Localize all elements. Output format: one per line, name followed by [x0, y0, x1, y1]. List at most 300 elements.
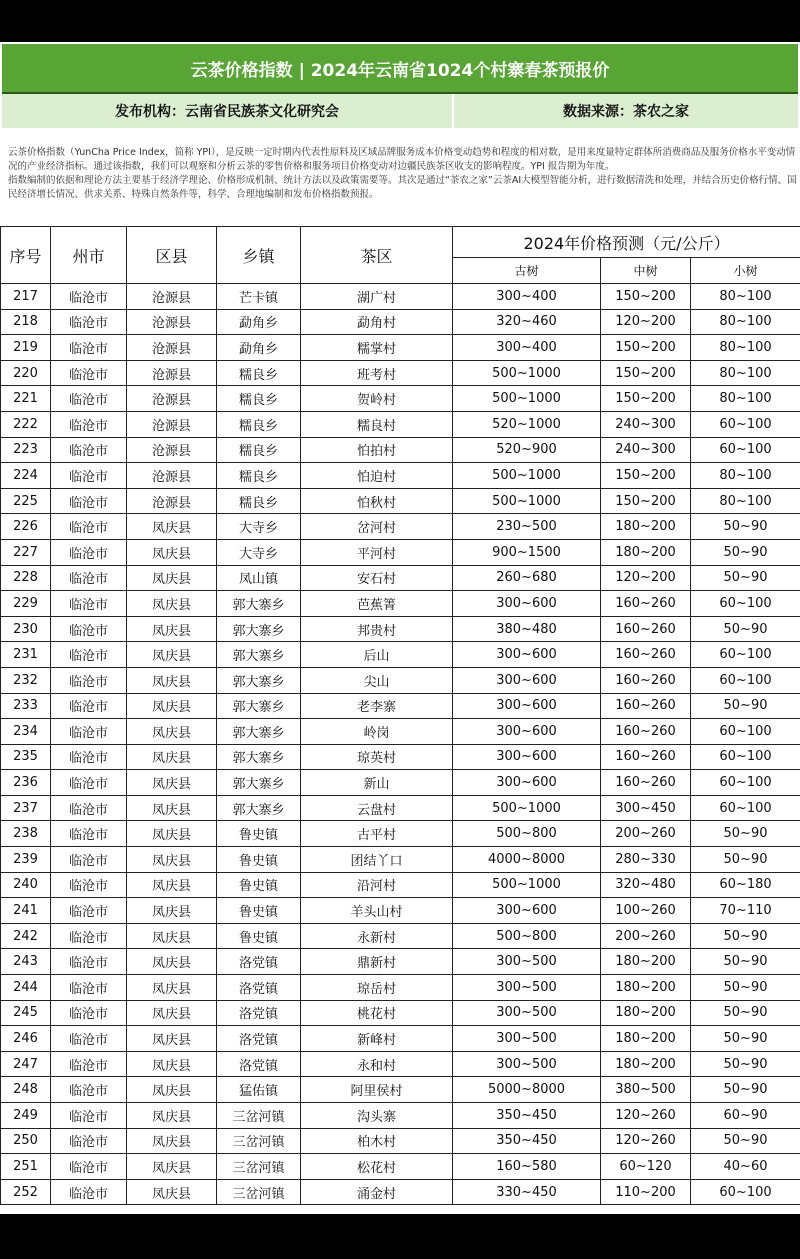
cell-seq: 244 — [1, 975, 51, 1001]
cell-seq: 232 — [1, 667, 51, 693]
cell-ancient-price: 260~680 — [453, 565, 601, 591]
table-row — [1, 1103, 800, 1129]
cell-ancient-price: 320~460 — [453, 309, 601, 335]
cell-township: 郭大寨乡 — [217, 744, 301, 770]
cell-prefecture: 临沧市 — [51, 693, 127, 719]
cell-medium-price: 150~200 — [601, 284, 691, 310]
cell-ancient-price: 500~800 — [453, 821, 601, 847]
cell-tea-area: 怕迫村 — [301, 463, 453, 489]
cell-small-price: 50~90 — [691, 565, 800, 591]
cell-township: 鲁史镇 — [217, 898, 301, 924]
cell-prefecture: 临沧市 — [51, 539, 127, 565]
table-body — [1, 284, 800, 1205]
cell-small-price: 80~100 — [691, 284, 800, 310]
table-row — [1, 335, 800, 361]
cell-seq: 238 — [1, 821, 51, 847]
cell-small-price: 80~100 — [691, 488, 800, 514]
cell-ancient-price: 300~600 — [453, 591, 601, 617]
cell-prefecture: 临沧市 — [51, 591, 127, 617]
cell-seq: 242 — [1, 923, 51, 949]
cell-small-price: 80~100 — [691, 386, 800, 412]
cell-tea-area: 芭蕉箐 — [301, 591, 453, 617]
cell-tea-area: 后山 — [301, 642, 453, 668]
cell-medium-price: 160~260 — [601, 591, 691, 617]
cell-small-price: 50~90 — [691, 1077, 800, 1103]
cell-seq: 220 — [1, 360, 51, 386]
cell-tea-area: 安石村 — [301, 565, 453, 591]
cell-seq: 219 — [1, 335, 51, 361]
table-row — [1, 642, 800, 668]
cell-seq: 246 — [1, 1026, 51, 1052]
cell-tea-area: 永新村 — [301, 923, 453, 949]
cell-tea-area: 团结丫口 — [301, 847, 453, 873]
table-row — [1, 898, 800, 924]
cell-medium-price: 120~200 — [601, 309, 691, 335]
cell-ancient-price: 380~480 — [453, 616, 601, 642]
cell-tea-area: 松花村 — [301, 1154, 453, 1180]
cell-county: 凤庆县 — [127, 514, 217, 540]
cell-prefecture: 临沧市 — [51, 411, 127, 437]
cell-ancient-price: 160~580 — [453, 1154, 601, 1180]
cell-small-price: 50~90 — [691, 514, 800, 540]
cell-medium-price: 150~200 — [601, 335, 691, 361]
cell-ancient-price: 520~900 — [453, 437, 601, 463]
cell-tea-area: 湖广村 — [301, 284, 453, 310]
cell-prefecture: 临沧市 — [51, 821, 127, 847]
header-township: 乡镇 — [217, 227, 301, 284]
cell-county: 凤庆县 — [127, 923, 217, 949]
page-title: 云茶价格指数 | 2024年云南省1024个村寨春茶预报价 — [2, 44, 798, 94]
cell-small-price: 50~90 — [691, 1026, 800, 1052]
cell-ancient-price: 500~1000 — [453, 386, 601, 412]
cell-prefecture: 临沧市 — [51, 872, 127, 898]
cell-tea-area: 糯良村 — [301, 411, 453, 437]
cell-small-price: 50~90 — [691, 1051, 800, 1077]
cell-ancient-price: 500~1000 — [453, 872, 601, 898]
cell-small-price: 50~90 — [691, 949, 800, 975]
cell-township: 洛党镇 — [217, 1026, 301, 1052]
cell-medium-price: 240~300 — [601, 411, 691, 437]
cell-ancient-price: 500~1000 — [453, 488, 601, 514]
cell-county: 凤庆县 — [127, 1000, 217, 1026]
cell-tea-area: 新山 — [301, 770, 453, 796]
cell-small-price: 60~180 — [691, 872, 800, 898]
cell-seq: 245 — [1, 1000, 51, 1026]
cell-prefecture: 临沧市 — [51, 488, 127, 514]
header-small-tree: 小树 — [691, 258, 800, 284]
cell-medium-price: 160~260 — [601, 667, 691, 693]
cell-ancient-price: 330~450 — [453, 1179, 601, 1205]
cell-township: 糯良乡 — [217, 463, 301, 489]
cell-county: 沧源县 — [127, 411, 217, 437]
cell-county: 凤庆县 — [127, 539, 217, 565]
cell-small-price: 50~90 — [691, 693, 800, 719]
cell-county: 凤庆县 — [127, 1103, 217, 1129]
cell-prefecture: 临沧市 — [51, 667, 127, 693]
cell-seq: 226 — [1, 514, 51, 540]
cell-small-price: 60~100 — [691, 411, 800, 437]
header-county: 区县 — [127, 227, 217, 284]
cell-prefecture: 临沧市 — [51, 565, 127, 591]
cell-county: 凤庆县 — [127, 744, 217, 770]
cell-seq: 240 — [1, 872, 51, 898]
cell-ancient-price: 500~1000 — [453, 463, 601, 489]
data-source-label: 数据来源：茶农之家 — [563, 104, 689, 120]
cell-small-price: 50~90 — [691, 1128, 800, 1154]
cell-seq: 233 — [1, 693, 51, 719]
cell-county: 凤庆县 — [127, 1128, 217, 1154]
cell-seq: 222 — [1, 411, 51, 437]
cell-medium-price: 60~120 — [601, 1154, 691, 1180]
cell-seq: 248 — [1, 1077, 51, 1103]
cell-county: 沧源县 — [127, 463, 217, 489]
cell-county: 凤庆县 — [127, 872, 217, 898]
cell-prefecture: 临沧市 — [51, 463, 127, 489]
table-row — [1, 539, 800, 565]
cell-township: 郭大寨乡 — [217, 591, 301, 617]
table-row — [1, 770, 800, 796]
cell-county: 凤庆县 — [127, 693, 217, 719]
cell-seq: 228 — [1, 565, 51, 591]
cell-tea-area: 柏木村 — [301, 1128, 453, 1154]
cell-county: 沧源县 — [127, 488, 217, 514]
publisher-label: 发布机构：云南省民族茶文化研究会 — [2, 94, 454, 128]
cell-medium-price: 180~200 — [601, 514, 691, 540]
cell-small-price: 60~100 — [691, 667, 800, 693]
cell-small-price: 80~100 — [691, 309, 800, 335]
header-tea-area: 茶区 — [301, 227, 453, 284]
cell-county: 凤庆县 — [127, 616, 217, 642]
cell-seq: 236 — [1, 770, 51, 796]
cell-medium-price: 300~450 — [601, 795, 691, 821]
cell-prefecture: 临沧市 — [51, 1026, 127, 1052]
cell-seq: 252 — [1, 1179, 51, 1205]
cell-seq: 234 — [1, 719, 51, 745]
table-row — [1, 719, 800, 745]
cell-prefecture: 临沧市 — [51, 309, 127, 335]
cell-county: 凤庆县 — [127, 565, 217, 591]
table-row — [1, 1154, 800, 1180]
description-paragraph: 指数编制的依据和理论方法主要基于经济学理论、价格形成机制、统计方法以及政策需要等。其次是通过“茶农之家”云茶AI大模型智能分析，进行数据清洗和处理，并结合历史价格行情、国民经济增长情况、供求关系、特殊自然条件等，科学、合理地编制和发布价格指数预报。 — [8, 175, 797, 200]
cell-seq: 217 — [1, 284, 51, 310]
cell-township: 郭大寨乡 — [217, 770, 301, 796]
cell-ancient-price: 500~800 — [453, 923, 601, 949]
cell-township: 鲁史镇 — [217, 923, 301, 949]
cell-prefecture: 临沧市 — [51, 386, 127, 412]
cell-medium-price: 180~200 — [601, 1000, 691, 1026]
cell-small-price: 40~60 — [691, 1154, 800, 1180]
cell-tea-area: 古平村 — [301, 821, 453, 847]
cell-county: 凤庆县 — [127, 1026, 217, 1052]
cell-medium-price: 150~200 — [601, 386, 691, 412]
cell-township: 大寺乡 — [217, 539, 301, 565]
cell-small-price: 60~100 — [691, 795, 800, 821]
cell-county: 凤庆县 — [127, 821, 217, 847]
cell-ancient-price: 300~400 — [453, 335, 601, 361]
cell-ancient-price: 300~500 — [453, 1026, 601, 1052]
cell-township: 郭大寨乡 — [217, 719, 301, 745]
cell-tea-area: 岭岗 — [301, 719, 453, 745]
table-row — [1, 1179, 800, 1205]
cell-seq: 229 — [1, 591, 51, 617]
cell-seq: 224 — [1, 463, 51, 489]
cell-prefecture: 临沧市 — [51, 360, 127, 386]
cell-prefecture: 临沧市 — [51, 437, 127, 463]
cell-township: 郭大寨乡 — [217, 616, 301, 642]
cell-tea-area: 平河村 — [301, 539, 453, 565]
cell-medium-price: 160~260 — [601, 719, 691, 745]
cell-small-price: 60~100 — [691, 1179, 800, 1205]
cell-tea-area: 鼎新村 — [301, 949, 453, 975]
cell-seq: 221 — [1, 386, 51, 412]
cell-seq: 241 — [1, 898, 51, 924]
cell-ancient-price: 5000~8000 — [453, 1077, 601, 1103]
cell-township: 鲁史镇 — [217, 821, 301, 847]
table-row — [1, 923, 800, 949]
cell-tea-area: 羊头山村 — [301, 898, 453, 924]
cell-township: 三岔河镇 — [217, 1154, 301, 1180]
cell-ancient-price: 300~600 — [453, 744, 601, 770]
cell-county: 凤庆县 — [127, 1077, 217, 1103]
cell-county: 沧源县 — [127, 335, 217, 361]
header-prefecture: 州市 — [51, 227, 127, 284]
cell-seq: 250 — [1, 1128, 51, 1154]
cell-ancient-price: 300~600 — [453, 693, 601, 719]
cell-small-price: 60~90 — [691, 1103, 800, 1129]
cell-seq: 231 — [1, 642, 51, 668]
cell-small-price: 60~100 — [691, 591, 800, 617]
cell-seq: 225 — [1, 488, 51, 514]
meta-bar — [2, 94, 798, 128]
cell-tea-area: 班考村 — [301, 360, 453, 386]
cell-prefecture: 临沧市 — [51, 1179, 127, 1205]
cell-township: 三岔河镇 — [217, 1103, 301, 1129]
cell-township: 鲁史镇 — [217, 872, 301, 898]
cell-medium-price: 320~480 — [601, 872, 691, 898]
cell-small-price: 80~100 — [691, 335, 800, 361]
cell-medium-price: 110~200 — [601, 1179, 691, 1205]
cell-tea-area: 永和村 — [301, 1051, 453, 1077]
cell-township: 芒卡镇 — [217, 284, 301, 310]
cell-small-price: 60~100 — [691, 437, 800, 463]
table-row — [1, 744, 800, 770]
cell-ancient-price: 4000~8000 — [453, 847, 601, 873]
cell-medium-price: 100~260 — [601, 898, 691, 924]
cell-prefecture: 临沧市 — [51, 514, 127, 540]
cell-seq: 249 — [1, 1103, 51, 1129]
table-row — [1, 1000, 800, 1026]
cell-medium-price: 200~260 — [601, 923, 691, 949]
cell-county: 凤庆县 — [127, 975, 217, 1001]
cell-tea-area: 涌金村 — [301, 1179, 453, 1205]
cell-county: 凤庆县 — [127, 795, 217, 821]
cell-township: 糯良乡 — [217, 411, 301, 437]
cell-prefecture: 临沧市 — [51, 770, 127, 796]
cell-ancient-price: 300~600 — [453, 642, 601, 668]
cell-small-price: 60~100 — [691, 770, 800, 796]
table-row — [1, 949, 800, 975]
table-row — [1, 437, 800, 463]
cell-seq: 223 — [1, 437, 51, 463]
cell-prefecture: 临沧市 — [51, 616, 127, 642]
cell-county: 凤庆县 — [127, 1179, 217, 1205]
cell-tea-area: 怕拍村 — [301, 437, 453, 463]
cell-township: 勐角乡 — [217, 335, 301, 361]
table-row — [1, 1128, 800, 1154]
cell-ancient-price: 300~500 — [453, 949, 601, 975]
cell-medium-price: 150~200 — [601, 463, 691, 489]
cell-ancient-price: 900~1500 — [453, 539, 601, 565]
cell-county: 凤庆县 — [127, 1051, 217, 1077]
cell-medium-price: 180~200 — [601, 1051, 691, 1077]
cell-township: 郭大寨乡 — [217, 693, 301, 719]
cell-medium-price: 380~500 — [601, 1077, 691, 1103]
table-row — [1, 360, 800, 386]
cell-tea-area: 沟头寨 — [301, 1103, 453, 1129]
cell-township: 凤山镇 — [217, 565, 301, 591]
cell-prefecture: 临沧市 — [51, 847, 127, 873]
table-row — [1, 616, 800, 642]
cell-ancient-price: 520~1000 — [453, 411, 601, 437]
table-row — [1, 309, 800, 335]
price-sheet — [0, 42, 800, 1214]
cell-county: 凤庆县 — [127, 898, 217, 924]
cell-tea-area: 岔河村 — [301, 514, 453, 540]
cell-tea-area: 沿河村 — [301, 872, 453, 898]
cell-township: 猛佑镇 — [217, 1077, 301, 1103]
cell-ancient-price: 300~600 — [453, 667, 601, 693]
cell-county: 凤庆县 — [127, 667, 217, 693]
cell-medium-price: 150~200 — [601, 360, 691, 386]
cell-ancient-price: 350~450 — [453, 1103, 601, 1129]
cell-ancient-price: 300~600 — [453, 719, 601, 745]
cell-seq: 243 — [1, 949, 51, 975]
table-row — [1, 975, 800, 1001]
cell-tea-area: 邦贵村 — [301, 616, 453, 642]
cell-township: 郭大寨乡 — [217, 795, 301, 821]
cell-medium-price: 180~200 — [601, 1026, 691, 1052]
table-row — [1, 565, 800, 591]
header-medium-tree: 中树 — [601, 258, 691, 284]
cell-medium-price: 150~200 — [601, 488, 691, 514]
cell-ancient-price: 300~500 — [453, 975, 601, 1001]
cell-small-price: 50~90 — [691, 847, 800, 873]
cell-county: 凤庆县 — [127, 719, 217, 745]
header-seq: 序号 — [1, 227, 51, 284]
cell-township: 勐角乡 — [217, 309, 301, 335]
cell-medium-price: 160~260 — [601, 616, 691, 642]
cell-small-price: 60~100 — [691, 719, 800, 745]
description — [8, 146, 798, 202]
cell-county: 凤庆县 — [127, 949, 217, 975]
cell-seq: 227 — [1, 539, 51, 565]
cell-township: 大寺乡 — [217, 514, 301, 540]
price-table — [0, 226, 800, 1205]
cell-tea-area: 老李寨 — [301, 693, 453, 719]
cell-medium-price: 120~260 — [601, 1103, 691, 1129]
cell-township: 糯良乡 — [217, 360, 301, 386]
cell-prefecture: 临沧市 — [51, 923, 127, 949]
cell-seq: 247 — [1, 1051, 51, 1077]
cell-county: 凤庆县 — [127, 770, 217, 796]
cell-seq: 251 — [1, 1154, 51, 1180]
cell-tea-area: 云盘村 — [301, 795, 453, 821]
cell-medium-price: 120~200 — [601, 565, 691, 591]
cell-small-price: 50~90 — [691, 539, 800, 565]
cell-township: 洛党镇 — [217, 1051, 301, 1077]
cell-prefecture: 临沧市 — [51, 284, 127, 310]
cell-township: 糯良乡 — [217, 488, 301, 514]
cell-tea-area: 怕秋村 — [301, 488, 453, 514]
cell-county: 沧源县 — [127, 284, 217, 310]
cell-ancient-price: 300~500 — [453, 1000, 601, 1026]
cell-prefecture: 临沧市 — [51, 1051, 127, 1077]
cell-small-price: 70~110 — [691, 898, 800, 924]
cell-county: 凤庆县 — [127, 591, 217, 617]
table-row — [1, 514, 800, 540]
cell-prefecture: 临沧市 — [51, 744, 127, 770]
cell-medium-price: 200~260 — [601, 821, 691, 847]
table-row — [1, 1026, 800, 1052]
cell-small-price: 80~100 — [691, 360, 800, 386]
table-row — [1, 1051, 800, 1077]
cell-tea-area: 阿里侯村 — [301, 1077, 453, 1103]
cell-small-price: 60~100 — [691, 642, 800, 668]
cell-ancient-price: 300~500 — [453, 1051, 601, 1077]
table-row — [1, 693, 800, 719]
cell-small-price: 50~90 — [691, 923, 800, 949]
table-row — [1, 284, 800, 310]
cell-county: 凤庆县 — [127, 1154, 217, 1180]
cell-prefecture: 临沧市 — [51, 975, 127, 1001]
cell-ancient-price: 500~1000 — [453, 795, 601, 821]
cell-township: 糯良乡 — [217, 386, 301, 412]
cell-medium-price: 160~260 — [601, 693, 691, 719]
cell-ancient-price: 500~1000 — [453, 360, 601, 386]
cell-county: 凤庆县 — [127, 642, 217, 668]
cell-ancient-price: 350~450 — [453, 1128, 601, 1154]
table-row — [1, 872, 800, 898]
cell-county: 沧源县 — [127, 360, 217, 386]
cell-ancient-price: 230~500 — [453, 514, 601, 540]
cell-small-price: 50~90 — [691, 975, 800, 1001]
cell-township: 洛党镇 — [217, 1000, 301, 1026]
cell-ancient-price: 300~600 — [453, 898, 601, 924]
cell-prefecture: 临沧市 — [51, 898, 127, 924]
cell-small-price: 80~100 — [691, 463, 800, 489]
cell-medium-price: 280~330 — [601, 847, 691, 873]
cell-township: 鲁史镇 — [217, 847, 301, 873]
cell-prefecture: 临沧市 — [51, 719, 127, 745]
cell-prefecture: 临沧市 — [51, 795, 127, 821]
table-row — [1, 463, 800, 489]
cell-tea-area: 尖山 — [301, 667, 453, 693]
cell-tea-area: 桃花村 — [301, 1000, 453, 1026]
cell-ancient-price: 300~600 — [453, 770, 601, 796]
cell-small-price: 60~100 — [691, 744, 800, 770]
cell-county: 沧源县 — [127, 309, 217, 335]
cell-county: 沧源县 — [127, 437, 217, 463]
cell-seq: 237 — [1, 795, 51, 821]
cell-seq: 218 — [1, 309, 51, 335]
cell-medium-price: 240~300 — [601, 437, 691, 463]
header-ancient-tree: 古树 — [453, 258, 601, 284]
cell-tea-area: 贺岭村 — [301, 386, 453, 412]
table-row — [1, 821, 800, 847]
cell-medium-price: 180~200 — [601, 975, 691, 1001]
cell-township: 洛党镇 — [217, 949, 301, 975]
table-row — [1, 386, 800, 412]
